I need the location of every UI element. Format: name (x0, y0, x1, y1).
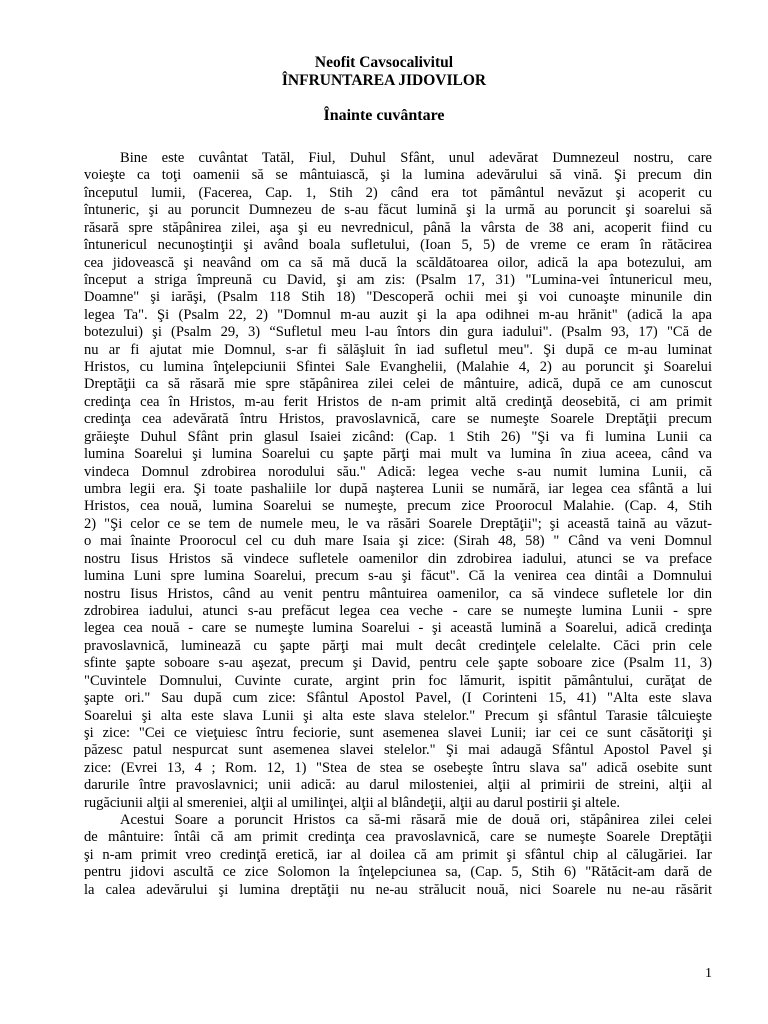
body-text (84, 150, 712, 899)
text-line: legea Ta". Şi (Psalm 22, 2) "Domnul m-au auzit şi la apa odihnei m-au hrănit" (adică la apa (84, 306, 712, 323)
text-line: întunericul necunoştinţii şi având boala sufletului, (Ioan 5, 5) de vreme ce eram în rătăcirea (84, 237, 712, 254)
text-line: lumina Luni spre lumina Soarelui, precum s-au şi făcut". Că la venirea cea dintâi a Domnului (84, 568, 712, 585)
text-line: Bine este cuvântat Tatăl, Fiul, Duhul Sfânt, unul adevărat Dumnezeul nostru, care (120, 150, 712, 166)
text-line: rugăciunii alţii al smereniei, alţii al umilinţei, alţii al blândeţii, alţii au darul postirii şi altele. (84, 794, 621, 811)
author-name: Neofit Cavsocalivitul (314, 54, 454, 71)
text-line: şi zice: "Cei ce vieţuiesc întru feciorie, sunt asemenea slavei Lunii; iar cei ce sunt căsătoriţi şi (84, 724, 712, 741)
text-line: Hristos, cea nouă, lumina Soarelui se numeşte, precum zice Proorocul Malahie. (Cap. 4, Stih (84, 498, 712, 515)
document-title: ÎNFRUNTAREA JIDOVILOR (281, 72, 487, 89)
text-line: de mântuire: întâi că am primit credinţa cea pravoslavnică, care se numeşte Soarele Dreptăţii (84, 829, 712, 846)
text-line: zice: (Evrei 13, 4 ; Rom. 12, 1) "Stea de stea se osebeşte întru slava sa" adică osebite sunt (84, 759, 712, 776)
text-line: la calea adevărului şi lumina dreptăţii nu ne-au strălucit nouă, nici Soarele nu ne-au răsărit (84, 881, 712, 898)
text-line: credinţa cea în Hristos, m-au ferit Hristos de n-am primit altă credinţă deosebită, ci am primit (84, 393, 712, 410)
text-line: nostru Iisus Hristos să vindece sufletele oamenilor din zdrobirea iadului, atunci se va preface (84, 550, 712, 567)
text-line: darurile între pravoslavnici; unii adică: au darul milosteniei, alţii al primirii de streini, alţii al (84, 777, 712, 794)
text-line: şi n-am primit vreo credinţă eretică, iar al doilea că am primit şi sfântul chip al călugăriei. Iar (84, 846, 712, 863)
text-line: "Cuvintele Domnului, Cuvinte curate, argint prin foc lămurit, ispitit pământului, curăţat de (84, 672, 712, 689)
text-line: Dreptăţii ca să răsară mie spre stăpânirea zilei celei de mântuire, adică, după ce am cunoscut (84, 376, 712, 393)
text-line: 2) "Şi celor ce se tem de numele meu, le va răsări Soarele Dreptăţii"; şi această taină au văzut- (84, 515, 712, 532)
text-line: botezului) şi (Psalm 29, 3) “Sufletul meu l-au întors din gura iadului". (Psalm 93, 17) "Că de (84, 324, 712, 341)
text-line: vindeca Domnul zdrobirea norodului său." Adică: legea veche s-au numit lumina Lunii, că (84, 463, 712, 480)
text-line: nu ar fi ajutat mie Domnul, s-ar fi sălăşluit în iad sufletul meu". Şi după ce m-au luminat (84, 341, 712, 358)
text-line: Doamne" şi iarăşi, (Psalm 118 Stih 18) "Descoperă ochii mei şi voi cunoaşte minunile din (84, 289, 712, 306)
text-line: lumina Soarelui şi lumina Soarelui cu şapte părţi mai mult va lumina în ziua aceea, când va (84, 446, 712, 463)
text-line: întuneric, şi au poruncit Dumnezeu de s-au făcut lumină şi la urmă au poruncit şi soarelui să (84, 202, 712, 219)
text-line: Acestui Soare a poruncit Hristos ca să-mi răsară mie de două ori, stăpânirea zilei celei (120, 812, 712, 829)
page-number: 1 (705, 966, 712, 981)
text-line: umbra legii era. Şi toate pashaliile lor după naşterea Lunii se numără, iar legea cea sfântă a lui (84, 481, 712, 498)
section-heading: Înainte cuvântare (323, 107, 445, 124)
text-line: începutul lumii, (Facerea, Cap. 1, Stih 2) când era tot pământul nevăzut şi acoperit cu (84, 184, 712, 201)
text-line: Soarelui şi alta este slava Lunii şi alta este slava stelelor." Precum şi sfântul Tarasie tâlcuieşte (84, 707, 712, 724)
text-line: cea jidovească şi neavând om ca să mă ducă la scăldătoarea oilor, adică la apa botezului, am (84, 254, 712, 271)
text-line: o mai înainte Proorocul cel cu duh mare Isaia şi zice: (Sirah 48, 58) " Când va veni Domnul (84, 533, 712, 550)
text-line: nostru Iisus Hristos, când au venit pentru mântuirea oamenilor, ca să vindece sufletele lor din (84, 585, 712, 602)
text-line: pentru jidovi ascultă ce zice Solomon la înţelepciunea sa, (Cap. 5, Stih 6) "Rătăcit-am dară de (84, 864, 712, 881)
text-line: şapte ori." Sau după cum zice: Sfântul Apostol Pavel, (I Corinteni 15, 41) "Alta este slava (84, 690, 712, 707)
text-line: început a striga împreună cu David, şi am zis: (Psalm 17, 31) "Lumina-vei întunericul meu, (84, 271, 712, 288)
text-line: Hristos, cu lumina înţelepciunii Sfintei Sale Evanghelii, (Malahie 4, 2) au poruncit şi Soarelui (84, 359, 712, 376)
text-line: păzesc patul nespurcat sunt asemenea slavei stelelor." Şi mai adaugă Sfântul Apostol Pavel şi (84, 742, 712, 759)
text-line: zdrobirea iadului, atunci s-au prefăcut legea cea veche - care se numeşte lumina Lunii - spre (84, 602, 712, 619)
text-line: pravoslavnică, luminează cu şapte părţi mai mult decât credinţele celelalte. Căci prin cele (84, 637, 712, 654)
text-line: grăieşte Duhul Sfânt prin glasul Isaiei zicând: (Cap. 1 Stih 26) "Şi va fi lumina Lunii ca (84, 428, 712, 445)
text-line: voieşte ca toţi oamenii să se mântuiască, şi la lumina adevărului să vină. Şi precum din (84, 167, 712, 184)
text-line: credinţa cea adevărată întru Hristos, pravoslavnică, care se numeşte Soarele Dreptăţii precum (84, 411, 712, 428)
text-line: răsară spre stăpânirea zilei, aşa şi eu nevrednicul, până la vârsta de 38 ani, acoperit fiind cu (84, 219, 712, 236)
text-line: sfinte şapte soboare s-au aşezat, precum şi David, pentru cele şapte soboare zice (Psalm 11, 3) (84, 655, 712, 672)
text-line: legea cea nouă - care se numeşte lumina Soarelui - şi această lumină a Soarelui, adică credinţa (84, 620, 712, 637)
